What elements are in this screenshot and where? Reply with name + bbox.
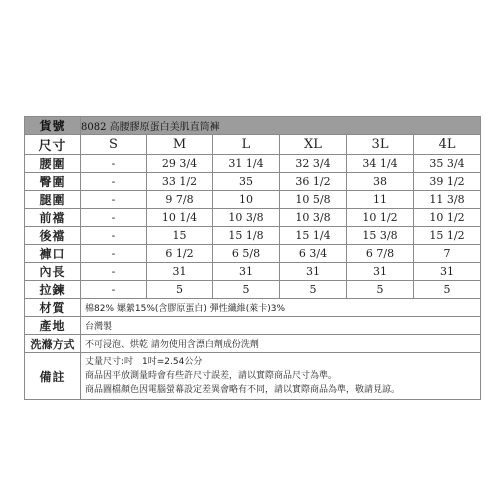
origin-value: 台灣製 [81, 317, 481, 335]
table-cell: - [81, 245, 147, 263]
row-label: 前襠 [25, 209, 81, 227]
table-cell: 11 [347, 191, 414, 209]
row-label: 內長 [25, 263, 81, 281]
row-label: 腰圍 [25, 155, 81, 173]
table-cell: - [81, 155, 147, 173]
row-label: 褲口 [25, 245, 81, 263]
table-cell: 10 3/8 [213, 209, 280, 227]
table-cell: 15 1/2 [414, 227, 481, 245]
table-cell: 5 [280, 281, 347, 299]
table-cell: 10 5/8 [280, 191, 347, 209]
table-row [25, 155, 481, 173]
table-cell: - [81, 173, 147, 191]
table-cell: 31 1/4 [213, 155, 280, 173]
table-row [25, 209, 481, 227]
material-value: 棉82% 嫘縈15%(含膠原蛋白) 彈性纖維(萊卡)3% [81, 299, 481, 317]
origin-label: 產地 [25, 317, 81, 335]
table-cell: 10 [213, 191, 280, 209]
table-cell: 9 7/8 [147, 191, 213, 209]
table-cell: 11 3/8 [414, 191, 481, 209]
care-value: 不可浸泡、烘乾 請勿使用含漂白劑成份洗劑 [81, 335, 481, 353]
table-cell: 34 1/4 [347, 155, 414, 173]
note-line: 商品因平放測量時會有些許尺寸誤差，請以實際商品尺寸為準。 [85, 371, 338, 381]
table-cell: 6 1/2 [147, 245, 213, 263]
table-cell: - [81, 227, 147, 245]
table-cell: 10 1/2 [414, 209, 481, 227]
table-cell: 10 1/4 [147, 209, 213, 227]
table-cell: 5 [213, 281, 280, 299]
row-label: 拉鍊 [25, 281, 81, 299]
table-row [25, 191, 481, 209]
care-row [25, 335, 481, 353]
table-cell: 38 [347, 173, 414, 191]
row-label: 腿圍 [25, 191, 81, 209]
table-cell: - [81, 209, 147, 227]
table-cell: 5 [147, 281, 213, 299]
size-label: 尺寸 [25, 135, 81, 155]
table-row [25, 281, 481, 299]
row-label: 後襠 [25, 227, 81, 245]
table-cell: 31 [414, 263, 481, 281]
item-number-label: 貨號 [25, 117, 81, 135]
table-cell: - [81, 281, 147, 299]
table-cell: 15 [147, 227, 213, 245]
material-label: 材質 [25, 299, 81, 317]
table-cell: 29 3/4 [147, 155, 213, 173]
table-cell: 6 3/4 [280, 245, 347, 263]
measurement-rows [25, 155, 481, 299]
table-cell: 5 [347, 281, 414, 299]
table-cell: 36 1/2 [280, 173, 347, 191]
size-m: M [147, 135, 213, 155]
origin-row [25, 317, 481, 335]
table-cell: 15 3/8 [347, 227, 414, 245]
header-row [25, 117, 481, 135]
table-cell: 7 [414, 245, 481, 263]
model-name: 8082 高腰膠原蛋白美肌直筒褲 [81, 117, 481, 135]
size-s: S [81, 135, 147, 155]
table-cell: - [81, 263, 147, 281]
table-cell: 39 1/2 [414, 173, 481, 191]
table-cell: 31 [213, 263, 280, 281]
table-row [25, 173, 481, 191]
table-cell: 15 1/8 [213, 227, 280, 245]
table-cell: 10 1/2 [347, 209, 414, 227]
table-cell: - [81, 191, 147, 209]
table-cell: 31 [280, 263, 347, 281]
table-cell: 35 3/4 [414, 155, 481, 173]
table-cell: 5 [414, 281, 481, 299]
table-row [25, 227, 481, 245]
row-label: 臀圍 [25, 173, 81, 191]
material-row [25, 299, 481, 317]
table-cell: 31 [147, 263, 213, 281]
table-cell: 35 [213, 173, 280, 191]
size-4l: 4L [414, 135, 481, 155]
table-cell: 32 3/4 [280, 155, 347, 173]
notes-row [25, 353, 481, 400]
note-line: 丈量尺寸:吋 1吋=2.54公分 [85, 357, 203, 367]
table-cell: 10 3/8 [280, 209, 347, 227]
size-header-row [25, 135, 481, 155]
table-cell: 15 1/4 [280, 227, 347, 245]
size-3l: 3L [347, 135, 414, 155]
note-line: 商品圖檔顏色因電腦螢幕設定差異會略有不同，請以實際商品為準，敬請見諒。 [85, 385, 401, 395]
table-cell: 6 5/8 [213, 245, 280, 263]
table-cell: 31 [347, 263, 414, 281]
notes-value [81, 353, 481, 400]
size-chart-table [24, 116, 481, 400]
care-label: 洗滌方式 [25, 335, 81, 353]
size-xl: XL [280, 135, 347, 155]
table-row [25, 263, 481, 281]
table-cell: 6 7/8 [347, 245, 414, 263]
size-l: L [213, 135, 280, 155]
table-row [25, 245, 481, 263]
table-cell: 33 1/2 [147, 173, 213, 191]
notes-label: 備註 [25, 353, 81, 400]
